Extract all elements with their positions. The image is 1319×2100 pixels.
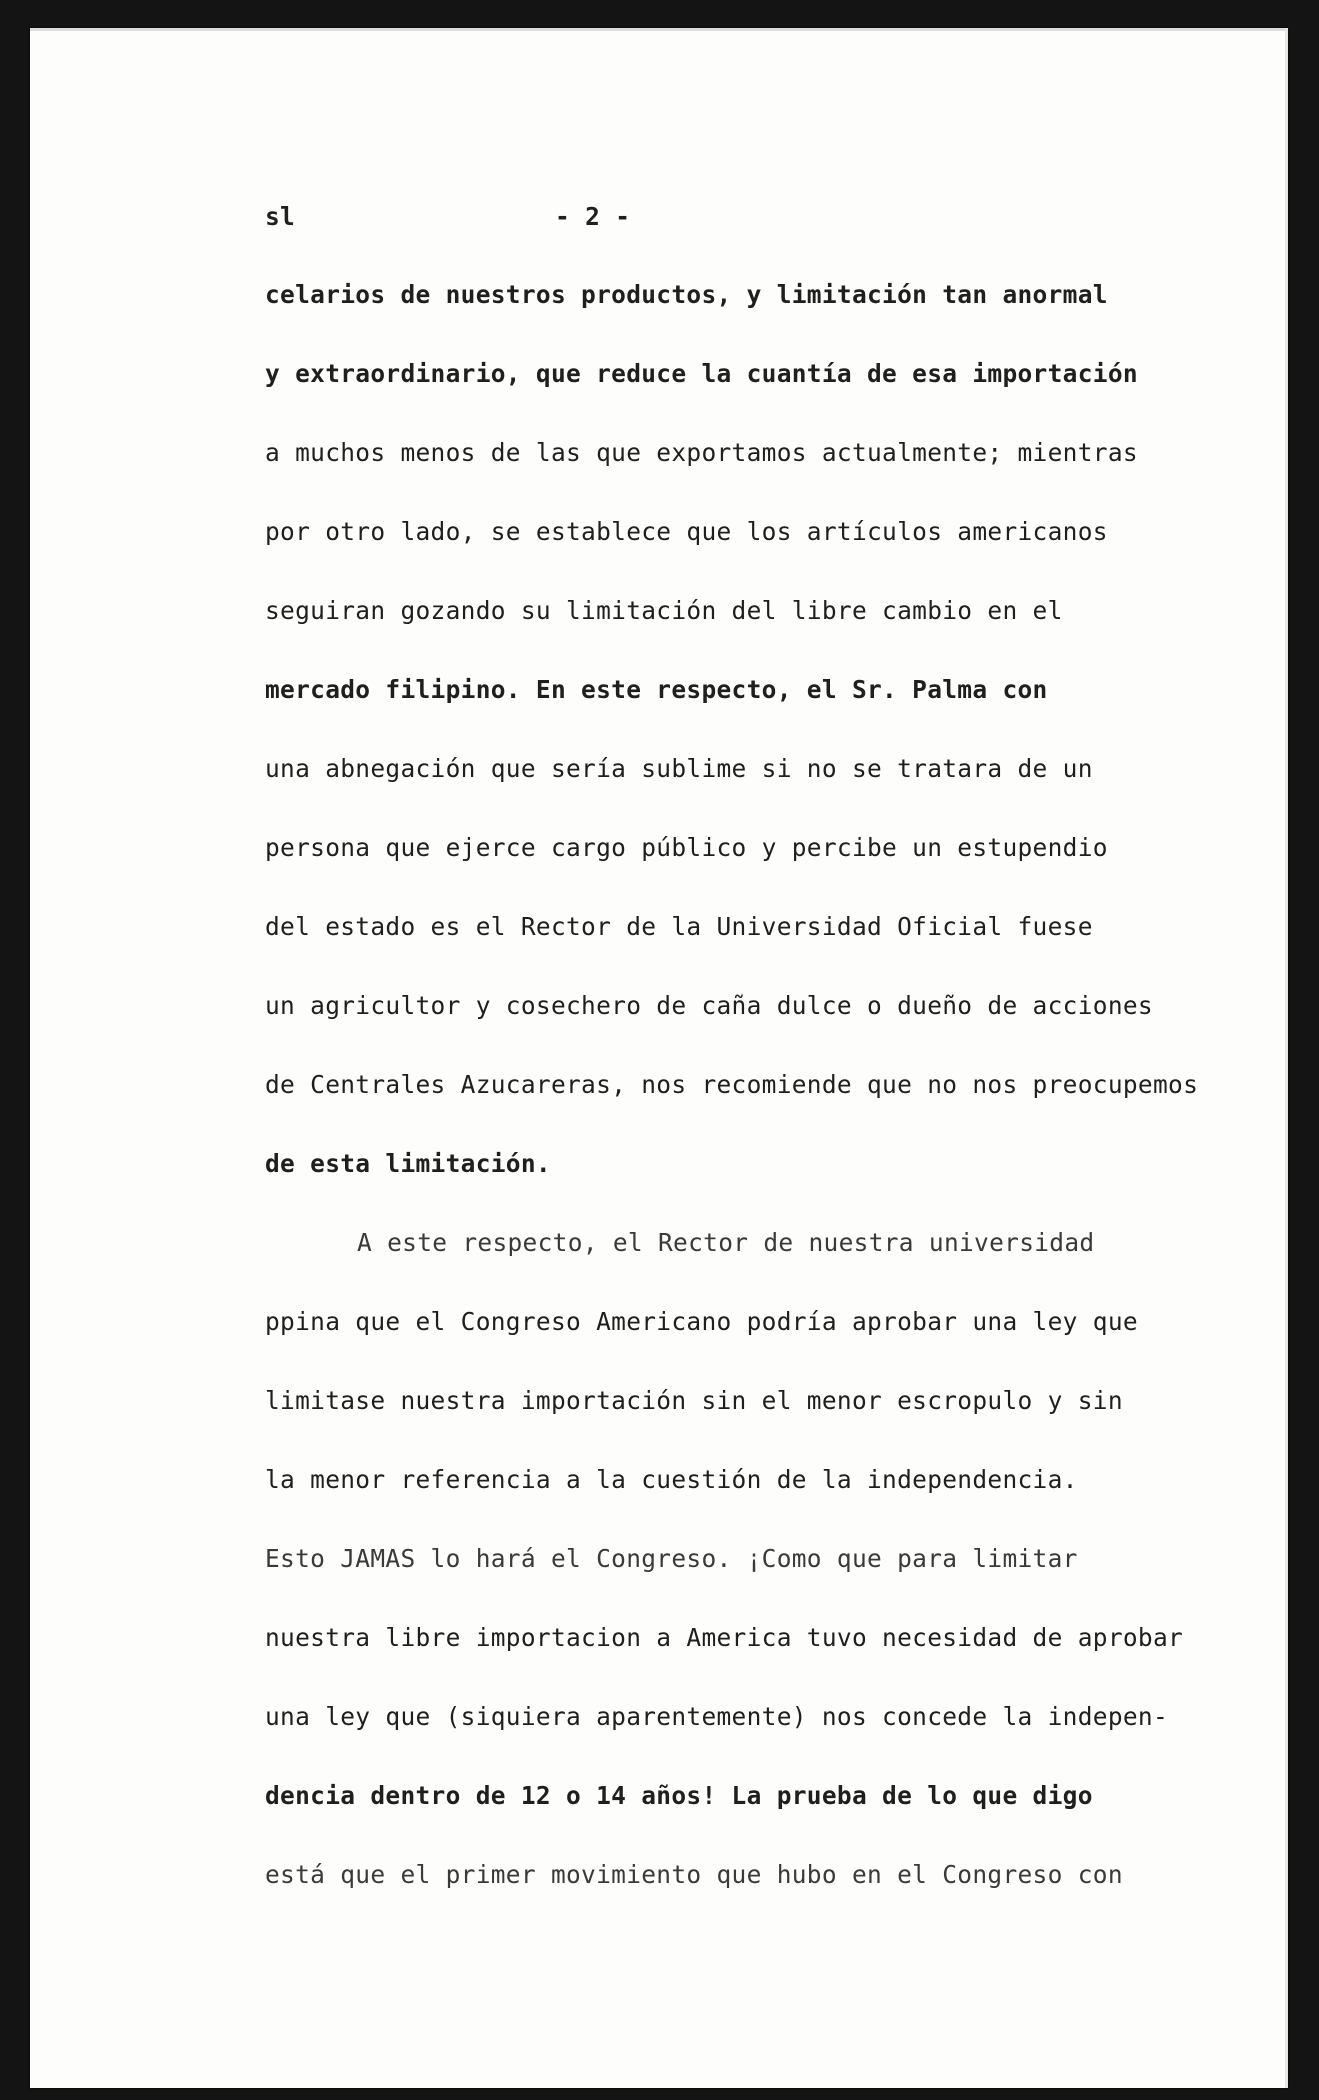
text-line: la menor referencia a la cuestión de la independencia. [265, 1465, 1078, 1494]
text-line: un agricultor y cosechero de caña dulce o dueño de acciones [265, 991, 1153, 1020]
text-line: una abnegación que sería sublime si no se tratara de un [265, 754, 1093, 783]
text-line: dencia dentro de 12 o 14 años! La prueba de lo que digo [265, 1781, 1093, 1810]
text-line: A este respecto, el Rector de nuestra universidad [357, 1228, 1095, 1257]
text-line: a muchos menos de las que exportamos actualmente; mientras [265, 438, 1138, 467]
typist-initials: sl [265, 202, 296, 231]
text-line: nuestra libre importacion a America tuvo necesidad de aprobar [265, 1623, 1184, 1652]
page-number: - 2 - [555, 202, 631, 231]
text-line: persona que ejerce cargo público y percibe un estupendio [265, 833, 1108, 862]
paper-sheet [30, 28, 1288, 2088]
text-line: celarios de nuestros productos, y limitación tan anormal [265, 280, 1108, 309]
text-line: ppina que el Congreso Americano podría aprobar una ley que [265, 1307, 1138, 1336]
text-line: limitase nuestra importación sin el menor escropulo y sin [265, 1386, 1123, 1415]
text-line: seguiran gozando su limitación del libre cambio en el [265, 596, 1063, 625]
text-line: una ley que (siquiera aparentemente) nos concede la indepen- [265, 1702, 1169, 1731]
text-line: de Centrales Azucareras, nos recomiende que no nos preocupemos [265, 1070, 1199, 1099]
page-header [265, 202, 865, 232]
text-line: Esto JAMAS lo hará el Congreso. ¡Como que para limitar [265, 1544, 1078, 1573]
right-edge [1285, 28, 1288, 2088]
text-line: y extraordinario, que reduce la cuantía de esa importación [265, 359, 1138, 388]
text-line: por otro lado, se establece que los artículos americanos [265, 517, 1108, 546]
text-line: de esta limitación. [265, 1149, 551, 1178]
text-line: del estado es el Rector de la Universidad Oficial fuese [265, 912, 1093, 941]
text-line: está que el primer movimiento que hubo en el Congreso con [265, 1860, 1123, 1889]
top-edge [30, 28, 1288, 31]
text-line: mercado filipino. En este respecto, el Sr. Palma con [265, 675, 1048, 704]
